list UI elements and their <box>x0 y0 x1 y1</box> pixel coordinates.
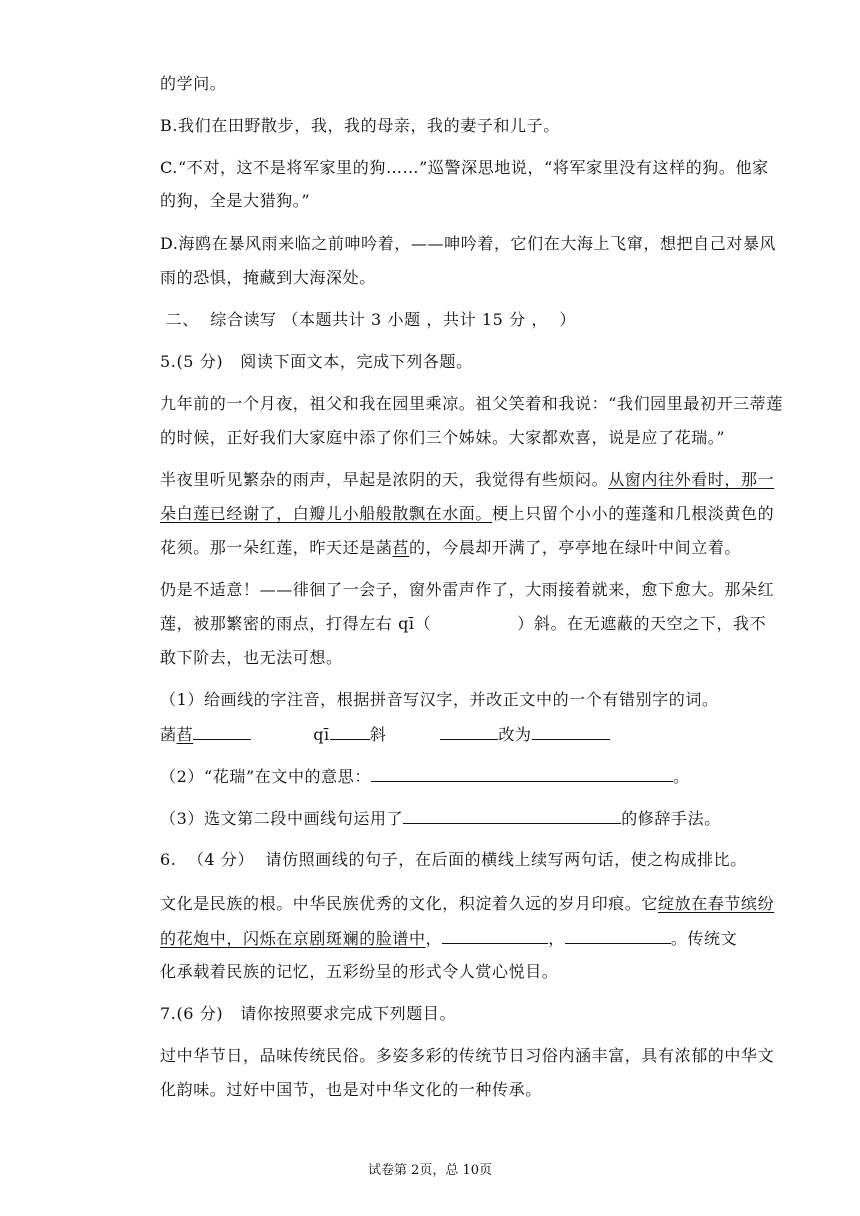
option-c: C.“不对，这不是将军家里的狗……”巡警深思地说，“将军家里没有这样的狗。他家 <box>160 158 769 177</box>
passage-text: 梗上只留个小小的莲蓬和几根淡黄色的 <box>492 504 775 523</box>
underlined-sentence: 绽放在春节缤纷 <box>658 894 775 913</box>
answer-text: 改为 <box>498 725 532 744</box>
passage-text: 的，今晨却开满了，亭亭地在绿叶中间立着。 <box>409 538 742 557</box>
page-footer: 试卷第 2页，总 10页 <box>367 1163 493 1178</box>
option-b: B.我们在田野散步，我，我的母亲，我的妻子和儿子。 <box>160 116 560 135</box>
passage-line: 过中华节日，品味传统民俗。多姿多彩的传统节日习俗内涵丰富，具有浓郁的中华文 <box>160 1046 775 1065</box>
sub-question-1: （1）给画线的字注音，根据拼音写汉字，并改正文中的一个有错别字的词。 <box>160 690 719 709</box>
sub-question-2 <box>160 765 760 788</box>
answer-blank[interactable] <box>440 723 498 740</box>
option-d: D.海鸥在暴风雨来临之前呻吟着，——呻吟着，它们在大海上飞窜，想把自己对暴风 <box>160 234 777 253</box>
answer-line <box>160 723 760 746</box>
underlined-sentence: 朵白莲已经谢了，白瓣儿小船般散飘在水面。 <box>160 504 493 523</box>
passage-text: 花须。那一朵红莲，昨天还是 <box>160 538 376 557</box>
passage-line: 仍是不适意！——徘徊了一会子，窗外雷声作了，大雨接着就来，愈下愈大。那朵红 <box>160 580 775 599</box>
answer-blank[interactable] <box>403 807 621 824</box>
sub-question-3 <box>160 807 760 830</box>
answer-blank[interactable] <box>442 927 548 944</box>
question-6-heading: 6. （4 分） 请仿照画线的句子，在后面的横线上续写两句话，使之构成排比。 <box>160 850 747 869</box>
passage-line: 九年前的一个月夜，祖父和我在园里乘凉。祖父笑着和我说：“我们园里最初开三蒂莲 <box>160 394 783 413</box>
section-heading: 二、 综合读写 （本题共计 3 小题 ，共计 15 分 ， ） <box>160 310 576 329</box>
underlined-sentence: 的花炮中，闪烁在京剧斑斓的脸谱中 <box>160 929 426 948</box>
answer-blank[interactable] <box>371 765 673 782</box>
answer-text: 菡 <box>160 725 177 744</box>
passage-line <box>160 469 775 491</box>
underlined-character: 萏 <box>392 538 410 557</box>
question-text: （3）选文第二段中画线句运用了 <box>160 809 404 828</box>
underlined-sentence: 从窗内往外看时，那一 <box>608 470 775 489</box>
answer-blank[interactable] <box>193 723 251 740</box>
text-line: 雨的恐惧，掩藏到大海深处。 <box>160 268 376 287</box>
text-line: 的学问。 <box>160 74 227 93</box>
answer-text: qī <box>313 725 330 744</box>
answer-blank[interactable] <box>565 927 671 944</box>
text-line: 的狗，全是大猎狗。” <box>160 191 311 210</box>
passage-line <box>160 503 775 525</box>
passage-line <box>160 893 775 915</box>
passage-line: 敢下阶去，也无法可想。 <box>160 648 343 667</box>
passage-line <box>160 537 760 559</box>
passage-line <box>160 613 767 635</box>
answer-blank[interactable] <box>330 723 370 740</box>
question-7-heading: 7.(6 分) 请你按照要求完成下列题目。 <box>160 1004 457 1023</box>
question-5-heading: 5.(5 分) 阅读下面文本，完成下列各题。 <box>160 352 473 371</box>
passage-text: ）斜。在无遮蔽的天空之下，我不 <box>517 614 767 633</box>
answer-text: 斜 <box>369 725 387 744</box>
passage-line: 的时候，正好我们大家庭中添了你们三个姊妹。大家都欢喜，说是应了花瑞。” <box>160 428 726 447</box>
question-text: 。 <box>672 767 690 786</box>
passage-text: ， <box>548 929 565 948</box>
underlined-character: 萏 <box>176 725 194 744</box>
passage-text: 莲，被那繁密的雨点，打得左右 qī（ <box>160 614 432 633</box>
answer-blank[interactable] <box>532 723 610 740</box>
passage-line <box>160 927 760 950</box>
passage-line: 化韵味。过好中国节，也是对中华文化的一种传承。 <box>160 1080 542 1099</box>
passage-text: ， <box>425 929 443 948</box>
passage-text: 。传统文 <box>670 929 738 948</box>
question-text: 的修辞手法。 <box>621 809 721 828</box>
passage-text: 文化是民族的根。中华民族优秀的文化，积淀着久远的岁月印痕。它 <box>160 894 659 913</box>
passage-line: 化承载着民族的记忆，五彩纷呈的形式令人赏心悦目。 <box>160 962 559 981</box>
passage-text: 半夜里听见繁杂的雨声，早起是浓阴的天，我觉得有些烦闷。 <box>160 470 609 489</box>
passage-text: 菡 <box>375 538 393 557</box>
question-text: （2）“花瑞”在文中的意思： <box>160 767 371 786</box>
